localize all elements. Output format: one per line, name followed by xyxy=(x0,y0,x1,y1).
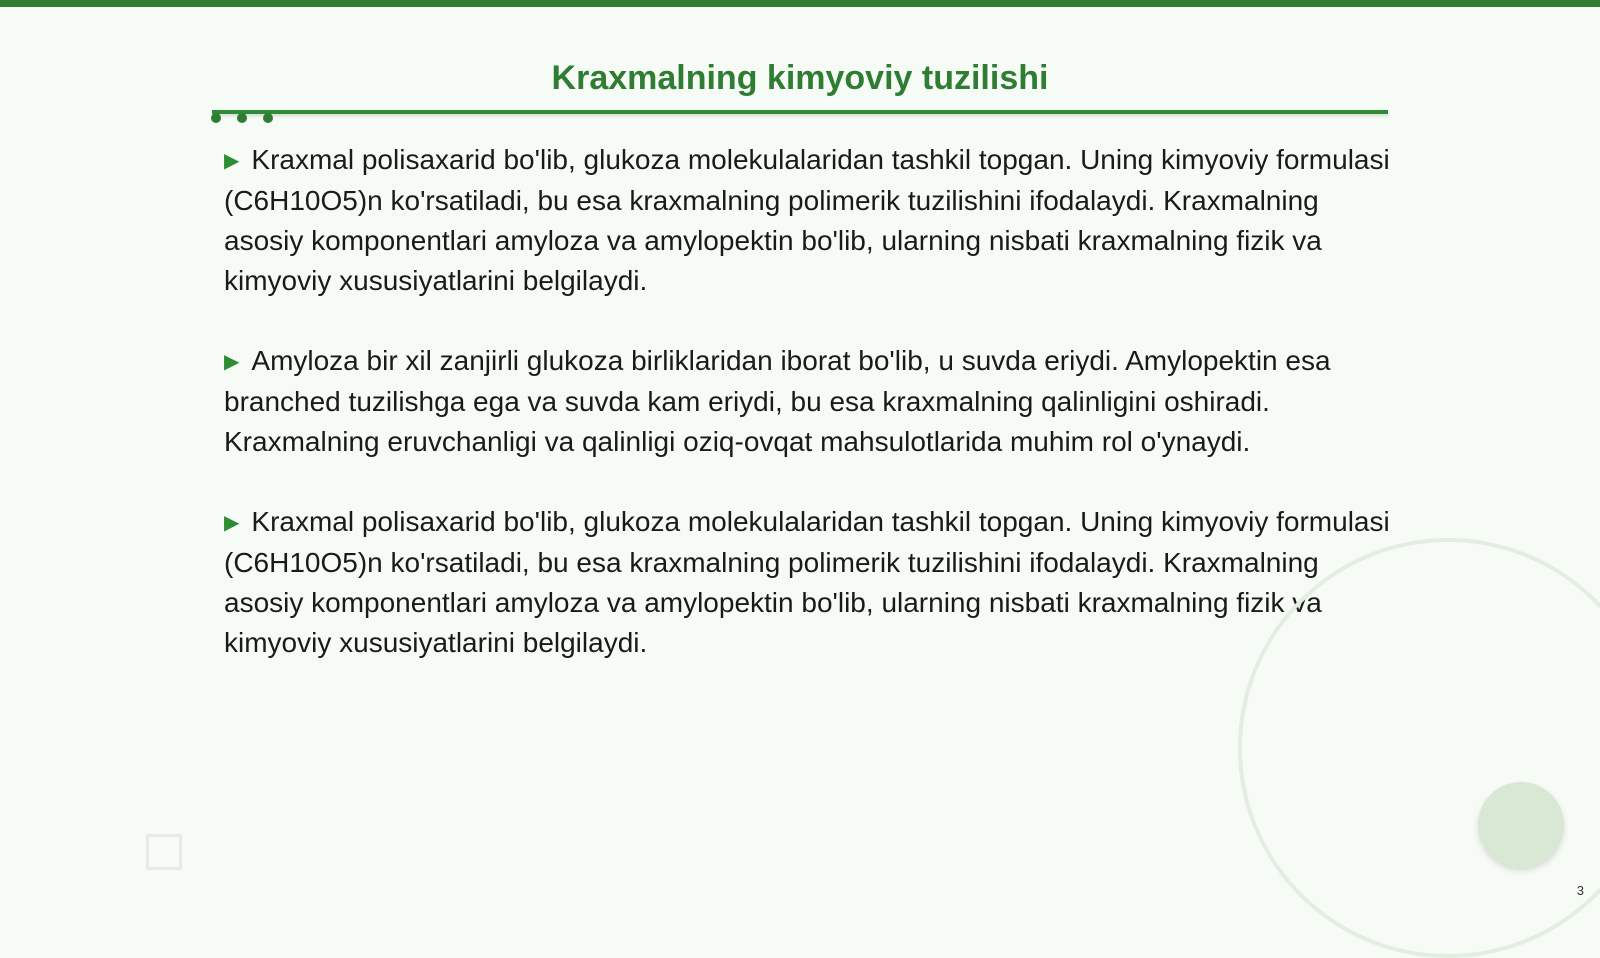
dot xyxy=(211,113,221,123)
title-underline xyxy=(212,110,1388,114)
bullet-paragraph xyxy=(224,502,1394,663)
paragraph-text: Kraxmal polisaxarid bo'lib, glukoza molekulalaridan tashkil topgan. Uning kimyoviy formulasi (C6H10O5)n ko'rsatiladi, bu esa kraxmalning polimerik tuzilishini ifodalaydi. Kraxmalning asosiy komponentlari amyloza va amylopektin bo'lib, ularning nisbati kraxmalning fizik va kimyoviy xususiyatlarini belgilaydi. xyxy=(224,506,1390,658)
page-number: 3 xyxy=(1576,883,1584,898)
paragraph-text: Kraxmal polisaxarid bo'lib, glukoza molekulalaridan tashkil topgan. Uning kimyoviy formulasi (C6H10O5)n ko'rsatiladi, bu esa kraxmalning polimerik tuzilishini ifodalaydi. Kraxmalning asosiy komponentlari amyloza va amylopektin bo'lib, ularning nisbati kraxmalning fizik va kimyoviy xususiyatlarini belgilaydi. xyxy=(224,144,1390,296)
triangle-right-icon: ▶ xyxy=(224,150,240,172)
bullet-paragraph xyxy=(224,341,1394,462)
title-dots xyxy=(211,113,273,123)
top-accent-bar xyxy=(0,0,1600,7)
dot xyxy=(263,113,273,123)
bullet-paragraph xyxy=(224,140,1394,301)
slide-body xyxy=(224,140,1394,703)
triangle-right-icon: ▶ xyxy=(224,351,240,373)
decorative-circle xyxy=(1478,782,1564,868)
slide-title: Kraxmalning kimyoviy tuzilishi xyxy=(551,59,1049,97)
dot xyxy=(237,113,247,123)
paragraph-text: Amyloza bir xil zanjirli glukoza birliklaridan iborat bo'lib, u suvda eriydi. Amylopektin esa branched tuzilishga ega va suvda kam eriydi, bu esa kraxmalning qalinligini oshiradi. Kraxmalning eruvchanligi va qalinligi oziq-ovqat mahsulotlarida muhim rol o'ynaydi. xyxy=(224,345,1331,457)
decorative-square xyxy=(146,834,182,870)
triangle-right-icon: ▶ xyxy=(224,512,240,534)
